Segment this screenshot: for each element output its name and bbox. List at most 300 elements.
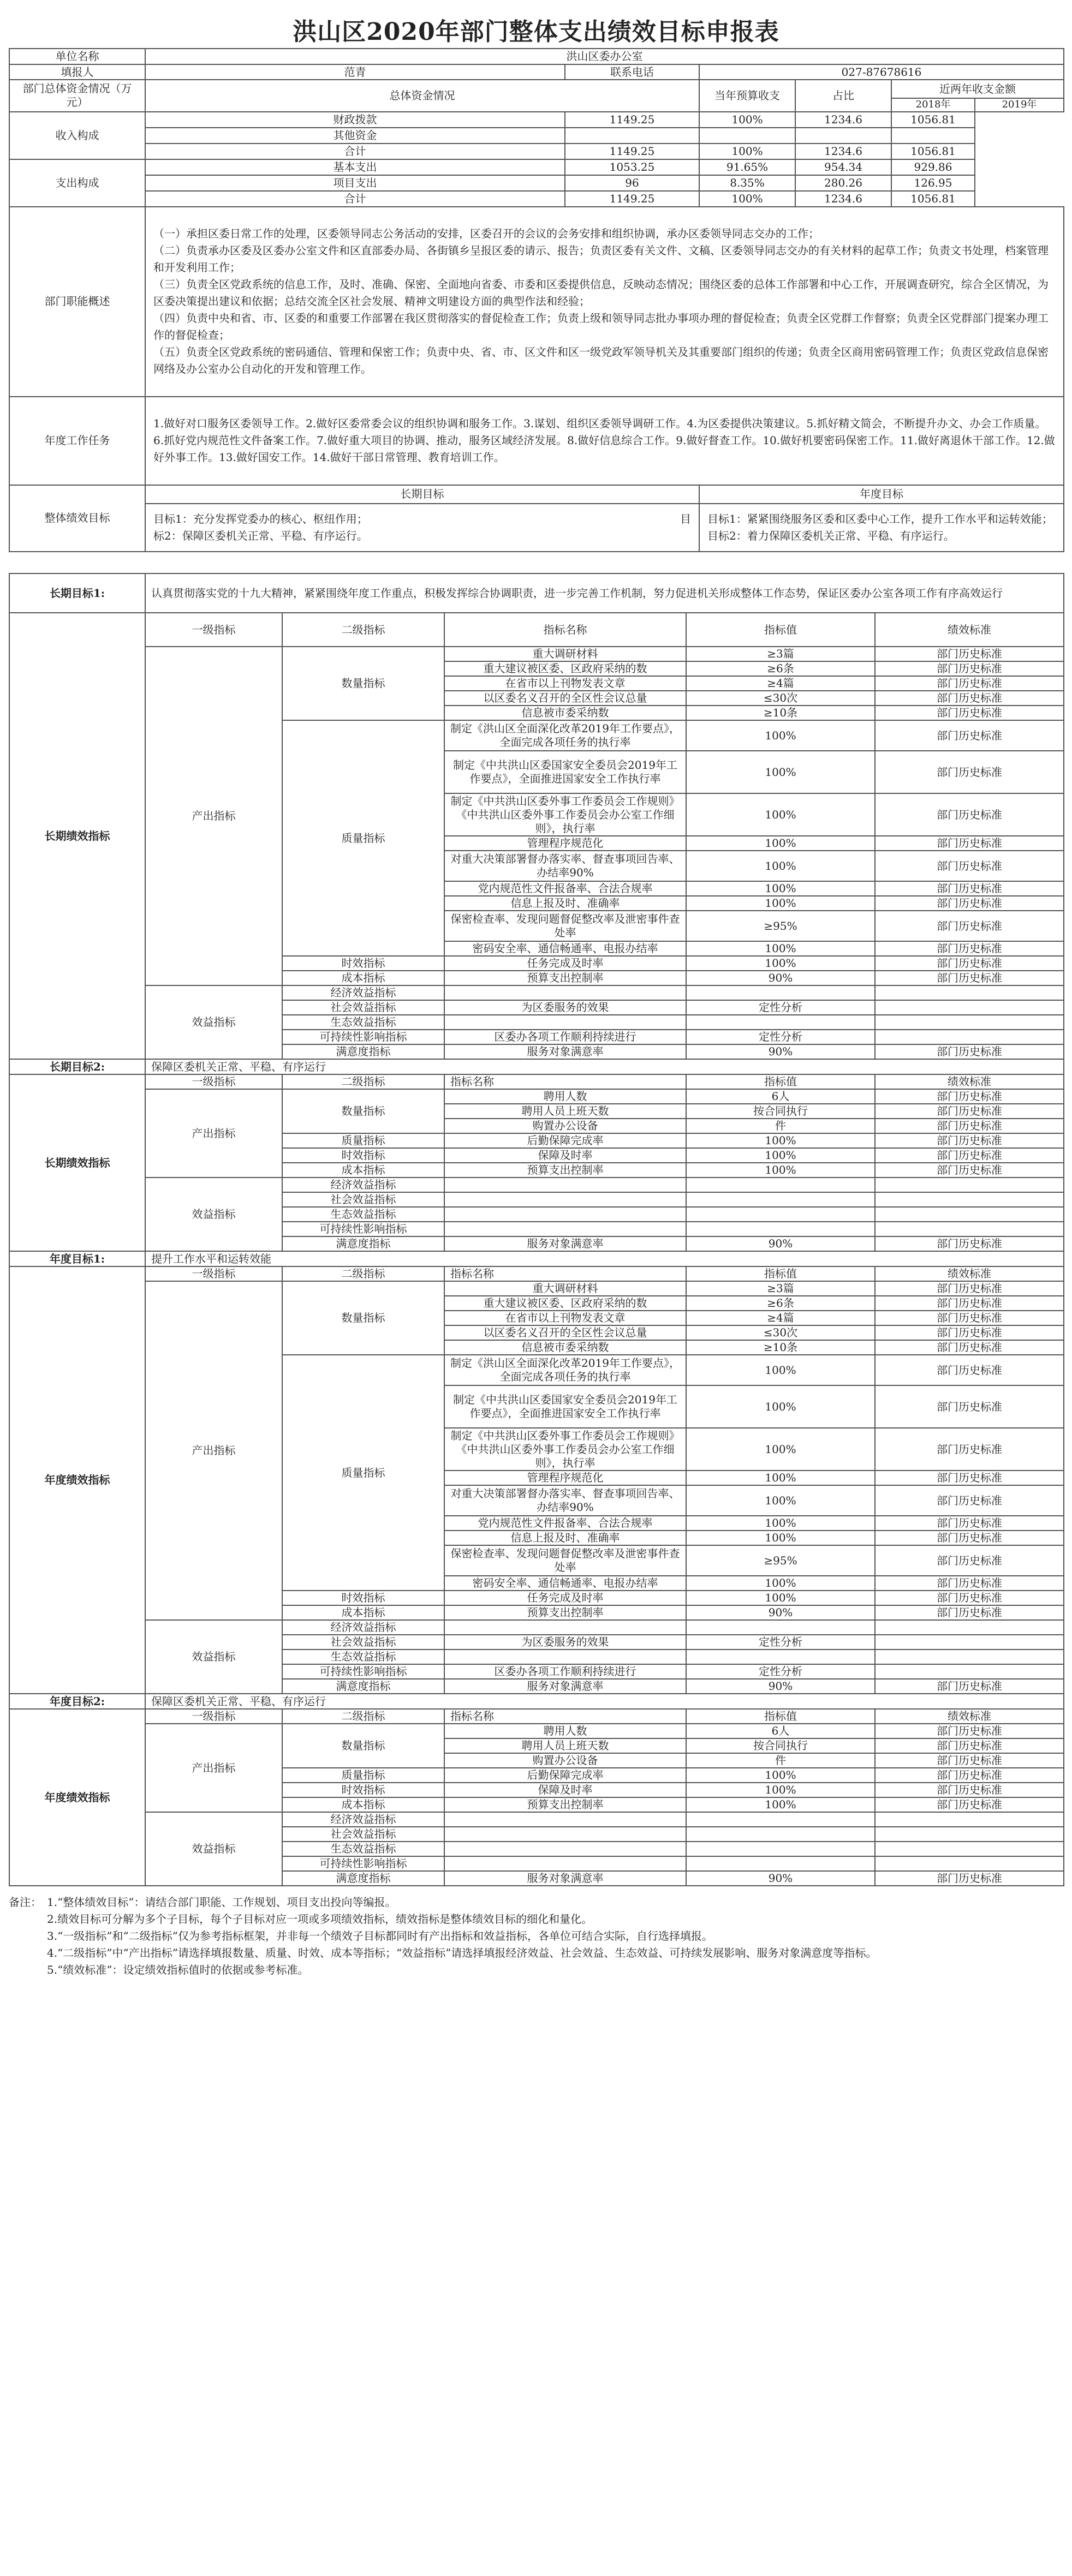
indicator-std: 部门历史标准	[875, 793, 1064, 836]
funds-row	[9, 112, 1064, 128]
indicator-std	[875, 1827, 1064, 1842]
lvl2-cell: 生态效益指标	[282, 1842, 444, 1856]
indicator-std: 部门历史标准	[875, 1471, 1064, 1485]
indicator-value: 100%	[686, 1797, 875, 1812]
header-lvl1: 一级指标	[145, 1074, 282, 1089]
indicator-std	[875, 1178, 1064, 1192]
header-lvl1: 一级指标	[145, 1266, 282, 1281]
indicator-name: 聘用人数	[444, 1089, 686, 1104]
indicator-std: 部门历史标准	[875, 1133, 1064, 1148]
indicator-name: 信息被市委采纳数	[444, 1340, 686, 1355]
indicator-name	[444, 1015, 686, 1030]
annual-goal-header: 年度目标	[699, 485, 1064, 504]
lvl1-cell: 产出指标	[145, 647, 282, 985]
indicator-std: 部门历史标准	[875, 1104, 1064, 1119]
income-label: 收入构成	[9, 112, 145, 159]
header-lvl2: 二级指标	[282, 1266, 444, 1281]
funds-2018: 280.26	[795, 175, 891, 191]
indicator-name: 管理程序规范化	[444, 836, 686, 851]
indicator-std	[875, 1222, 1064, 1236]
indicator-value: 100%	[686, 1516, 875, 1531]
lvl2-cell: 时效指标	[282, 1148, 444, 1163]
indicator-value: 100%	[686, 1576, 875, 1591]
funds-2018	[795, 128, 891, 144]
goal-row	[9, 573, 1064, 613]
indicator-std: 部门历史标准	[875, 676, 1064, 691]
col-2018: 2018年	[891, 98, 975, 112]
indicator-value: 100%	[686, 1768, 875, 1783]
indicator-name: 保障及时率	[444, 1148, 686, 1163]
indicator-name: 服务对象满意率	[444, 1236, 686, 1251]
indicator-name: 区委办各项工作顺利持续进行	[444, 1030, 686, 1044]
indicator-name	[444, 1812, 686, 1827]
funds-2019: 1056.81	[891, 191, 975, 207]
annual-goal-text: 目标1：紧紧围绕服务区委和区委中心工作，提升工作水平和运转效能； 目标2：着力保障区委机关正常、平稳、有序运行。	[699, 504, 1064, 552]
funds-budget: 1149.25	[565, 191, 699, 207]
funds-item-name: 财政拨款	[145, 112, 565, 128]
indicator-value: ≥10条	[686, 1340, 875, 1355]
function-line: （二）负责承办区委及区委办公室文件和区直部委办局、各街镇乡呈报区委的请示、报告；负责区委有关文件、文稿、区委领导同志交办的有关材料的起草工作；负责文书处理，档案管理和开发利用工作；	[153, 244, 1049, 274]
indicator-name: 服务对象满意率	[444, 1044, 686, 1059]
header-name: 指标名称	[444, 1266, 686, 1281]
funds-item-name: 基本支出	[145, 159, 565, 175]
indicator-name: 区委办各项工作顺利持续进行	[444, 1664, 686, 1679]
lvl2-cell: 经济效益指标	[282, 985, 444, 1000]
indicator-value	[686, 1812, 875, 1827]
header-std: 绩效标准	[875, 1074, 1064, 1089]
indicator-value: 100%	[686, 1591, 875, 1605]
indicator-name: 后勤保障完成率	[444, 1768, 686, 1783]
tasks-text: 1.做好对口服务区委领导工作。2.做好区委常委会议的组织协调和服务工作。3.谋划、组织区委领导调研工作。4.为区委提供决策建议。5.抓好精文简会，不断提升办文、办会工作质量。6.抓好党内规范性文件备案工作。7.做好重大项目的协调、推动，服务区域经济发展。8.做好信息综合工作。9.做好督查工作。10.做好机要密码保密工作。11.做好离退休干部工作。12.做好外事工作。13.做好国安工作。14.做好干部日常管理、教育培训工作。	[145, 397, 1064, 485]
function-line: （五）负责全区党政系统的密码通信、管理和保密工作；负责中央、省、市、区文件和区一级党政军领导机关及其重要部门组织的传递；负责全区商用密码管理工作；负责区党政信息保密网络及办公室办公自动化的开发和管理工作。	[153, 345, 1049, 375]
funds-2018: 954.34	[795, 159, 891, 175]
lvl2-cell: 生态效益指标	[282, 1649, 444, 1664]
goal-label: 年度目标2:	[9, 1694, 145, 1709]
lvl2-cell: 质量指标	[282, 1768, 444, 1783]
long-goal-header: 长期目标	[145, 485, 699, 504]
indicator-std: 部门历史标准	[875, 1281, 1064, 1296]
overall-goals-label: 整体绩效目标	[9, 485, 145, 552]
indicator-std: 部门历史标准	[875, 836, 1064, 851]
indicator-row	[9, 1178, 1064, 1192]
indicator-value: 90%	[686, 1605, 875, 1620]
indicator-std	[875, 1812, 1064, 1827]
indicator-name	[444, 1222, 686, 1236]
header-std: 绩效标准	[875, 1709, 1064, 1724]
indicator-header-row	[9, 1266, 1064, 1281]
function-line: （四）负责中央和省、市、区委的和重要工作部署在我区贯彻落实的督促检查工作；负责上级和领导同志批办事项办理的督促检查；负责全区党群工作督察；负责全区党群部门提案办理工作的督促检查；	[153, 312, 1049, 342]
funds-2018: 1234.6	[795, 191, 891, 207]
lvl2-cell: 满意度指标	[282, 1679, 444, 1694]
indicator-std	[875, 1620, 1064, 1635]
indicator-std	[875, 1015, 1064, 1030]
indicator-name: 重大建议被区委、区政府采纳的数	[444, 661, 686, 676]
goal-label: 长期目标2:	[9, 1059, 145, 1074]
indicator-name: 重大调研材料	[444, 1281, 686, 1296]
funds-2018: 1234.6	[795, 112, 891, 128]
indicator-std: 部门历史标准	[875, 1296, 1064, 1311]
goal-row	[9, 1059, 1064, 1074]
indicator-row	[9, 1812, 1064, 1827]
indicator-name	[444, 985, 686, 1000]
lvl2-cell: 社会效益指标	[282, 1827, 444, 1842]
lvl2-cell: 数量指标	[282, 1281, 444, 1355]
indicator-name: 制定《中共洪山区委国家安全委员会2019年工作要点》，全面推进国家安全工作执行率	[444, 1385, 686, 1428]
indicator-name	[444, 1178, 686, 1192]
funds-item-name: 其他资金	[145, 128, 565, 144]
indicator-value	[686, 1015, 875, 1030]
lvl1-cell: 效益指标	[145, 1812, 282, 1886]
indicator-name: 制定《洪山区全面深化改革2019年工作要点》，全面完成各项任务的执行率	[444, 1355, 686, 1385]
lvl2-cell: 满意度指标	[282, 1044, 444, 1059]
lvl2-cell: 经济效益指标	[282, 1812, 444, 1827]
lvl2-cell: 成本指标	[282, 1797, 444, 1812]
indicator-std: 部门历史标准	[875, 1724, 1064, 1738]
indicator-name: 重大建议被区委、区政府采纳的数	[444, 1296, 686, 1311]
indicator-value	[686, 1207, 875, 1222]
goal-text: 保障区委机关正常、平稳、有序运行	[145, 1694, 1064, 1709]
funds-2019: 929.86	[891, 159, 975, 175]
indicator-name: 对重大决策部署督办落实率、督查事项回告率、办结率90%	[444, 1485, 686, 1516]
indicator-std	[875, 1207, 1064, 1222]
indicator-value: 90%	[686, 1679, 875, 1694]
lvl2-cell: 成本指标	[282, 1163, 444, 1178]
indicator-name: 任务完成及时率	[444, 956, 686, 971]
indicator-value: 按合同执行	[686, 1738, 875, 1753]
indicator-std: 部门历史标准	[875, 691, 1064, 706]
funds-2019: 126.95	[891, 175, 975, 191]
lvl2-cell: 经济效益指标	[282, 1620, 444, 1635]
indicator-value: 100%	[686, 793, 875, 836]
indicator-std	[875, 1856, 1064, 1871]
indicator-value: ≥4篇	[686, 676, 875, 691]
section-side-label: 年度绩效指标	[9, 1266, 145, 1694]
indicator-row	[9, 1281, 1064, 1296]
indicator-value: 100%	[686, 1471, 875, 1485]
indicator-value	[686, 985, 875, 1000]
indicator-name: 以区委名义召开的全区性会议总量	[444, 1325, 686, 1340]
note-line: 3.“一级指标”和“二级指标”仅为参考指标框架，并非每一个绩效子目标都同时有产出指标和效益指标，各单位可结合实际，自行选择填报。	[47, 1929, 713, 1943]
funds-ratio: 100%	[699, 191, 795, 207]
header-table	[9, 48, 1064, 552]
indicator-std: 部门历史标准	[875, 1119, 1064, 1133]
indicator-value: 90%	[686, 1044, 875, 1059]
indicator-std	[875, 1000, 1064, 1015]
indicator-value: 90%	[686, 1236, 875, 1251]
indicator-value: 100%	[686, 1485, 875, 1516]
indicator-table	[9, 573, 1064, 1886]
lvl2-cell: 经济效益指标	[282, 1178, 444, 1192]
lvl2-cell: 质量指标	[282, 720, 444, 956]
funds-row	[9, 144, 1064, 159]
lvl1-cell: 效益指标	[145, 985, 282, 1059]
lvl2-cell: 质量指标	[282, 1355, 444, 1591]
indicator-std: 部门历史标准	[875, 647, 1064, 661]
indicator-value: 100%	[686, 896, 875, 911]
indicator-name: 密码安全率、通信畅通率、电报办结率	[444, 1576, 686, 1591]
lvl2-cell: 质量指标	[282, 1133, 444, 1148]
notes	[9, 1894, 1063, 1979]
indicator-name: 保密检查率、发现问题督促整改率及泄密事件查处率	[444, 1545, 686, 1576]
function-line: （三）负责全区党政系统的信息工作，及时、准确、保密、全面地向省委、市委和区委提供信息，反映动态情况；围绕区委的总体工作部署和中心工作，开展调查研究，综合全区情况，为区委决策提出建议和依据；总结交流全区社会发展、精神文明建设方面的典型作法和经验；	[153, 278, 1049, 308]
indicator-std: 部门历史标准	[875, 1089, 1064, 1104]
indicator-name: 保密检查率、发现问题督促整改率及泄密事件查处率	[444, 911, 686, 941]
indicator-std: 部门历史标准	[875, 1545, 1064, 1576]
indicator-name	[444, 1827, 686, 1842]
filler-value: 范青	[145, 64, 565, 80]
indicator-name: 聘用人数	[444, 1724, 686, 1738]
note-line: 4.“二级指标”中“产出指标”请选择填报数量、质量、时效、成本等指标；“效益指标”请选择填报经济效益、社会效益、生态效益、可持续发展影响、服务对象满意度等指标。	[47, 1946, 877, 1959]
goal-label: 年度目标1:	[9, 1251, 145, 1266]
lvl2-cell: 可持续性影响指标	[282, 1664, 444, 1679]
indicator-value: 100%	[686, 941, 875, 956]
indicator-value: 100%	[686, 720, 875, 751]
indicator-std: 部门历史标准	[875, 896, 1064, 911]
indicator-value: ≥10条	[686, 706, 875, 720]
funds-row	[9, 175, 1064, 191]
indicator-name: 在省市以上刊物发表文章	[444, 676, 686, 691]
funds-2018: 1234.6	[795, 144, 891, 159]
expense-label: 支出构成	[9, 159, 145, 207]
tasks-label: 年度工作任务	[9, 397, 145, 485]
indicator-value: ≥3篇	[686, 1281, 875, 1296]
indicator-std: 部门历史标准	[875, 1044, 1064, 1059]
indicator-std: 部门历史标准	[875, 956, 1064, 971]
header-value: 指标值	[686, 613, 875, 647]
note-line: 5.“绩效标准”：设定绩效指标值时的依据或参考标准。	[47, 1963, 309, 1976]
indicator-name: 预算支出控制率	[444, 1797, 686, 1812]
indicator-std	[875, 985, 1064, 1000]
functions-label: 部门职能概述	[9, 207, 145, 397]
indicator-value	[686, 1856, 875, 1871]
indicator-std: 部门历史标准	[875, 1679, 1064, 1694]
indicator-std: 部门历史标准	[875, 1428, 1064, 1471]
funds-2019: 1056.81	[891, 112, 975, 128]
indicator-name	[444, 1192, 686, 1207]
lvl2-cell: 数量指标	[282, 647, 444, 720]
lvl2-cell: 时效指标	[282, 1591, 444, 1605]
funds-2019: 1056.81	[891, 144, 975, 159]
indicator-name	[444, 1842, 686, 1856]
indicator-name: 为区委服务的效果	[444, 1635, 686, 1649]
indicator-name: 任务完成及时率	[444, 1591, 686, 1605]
indicator-name: 信息上报及时、准确率	[444, 1531, 686, 1545]
indicator-name: 预算支出控制率	[444, 1605, 686, 1620]
indicator-name: 密码安全率、通信畅通率、电报办结率	[444, 941, 686, 956]
section-side-label: 长期绩效指标	[9, 613, 145, 1059]
indicator-value: 100%	[686, 851, 875, 881]
indicator-name: 管理程序规范化	[444, 1471, 686, 1485]
header-lvl1: 一级指标	[145, 613, 282, 647]
indicator-name: 制定《中共洪山区委外事工作委员会工作规则》《中共洪山区委外事工作委员会办公室工作细则》，执行率	[444, 793, 686, 836]
indicator-std: 部门历史标准	[875, 1753, 1064, 1768]
indicator-name: 信息上报及时、准确率	[444, 896, 686, 911]
lvl1-cell: 产出指标	[145, 1089, 282, 1178]
indicator-value: ≥6条	[686, 661, 875, 676]
funds-ratio: 100%	[699, 144, 795, 159]
lvl2-cell: 满意度指标	[282, 1871, 444, 1886]
lvl2-cell: 可持续性影响指标	[282, 1030, 444, 1044]
indicator-std: 部门历史标准	[875, 1768, 1064, 1783]
indicator-row	[9, 1620, 1064, 1635]
indicator-value	[686, 1222, 875, 1236]
funds-budget: 1149.25	[565, 144, 699, 159]
indicator-name: 以区委名义召开的全区性会议总量	[444, 691, 686, 706]
indicator-std: 部门历史标准	[875, 911, 1064, 941]
indicator-std: 部门历史标准	[875, 1576, 1064, 1591]
funds-budget: 1053.25	[565, 159, 699, 175]
indicator-std: 部门历史标准	[875, 1163, 1064, 1178]
indicator-value: 100%	[686, 751, 875, 793]
indicator-value: ≤30次	[686, 1325, 875, 1340]
lvl2-cell: 时效指标	[282, 956, 444, 971]
indicator-std: 部门历史标准	[875, 1871, 1064, 1886]
long-goal-text: 目标1：充分发挥党委办的核心、枢纽作用； 目 标2：保障区委机关正常、平稳、有序运行。	[145, 504, 699, 552]
indicator-std: 部门历史标准	[875, 1355, 1064, 1385]
function-line: （一）承担区委日常工作的处理，区委领导同志公务活动的安排，区委召开的会议的会务安排和组织协调，承办区委领导同志交办的工作；	[153, 227, 819, 240]
col-recent: 近两年收支金额	[891, 80, 1064, 98]
indicator-value: 件	[686, 1119, 875, 1133]
indicator-value: 按合同执行	[686, 1104, 875, 1119]
indicator-std: 部门历史标准	[875, 1516, 1064, 1531]
header-std: 绩效标准	[875, 613, 1064, 647]
goal-row	[9, 1694, 1064, 1709]
indicator-value: ≥4篇	[686, 1311, 875, 1325]
col-ratio: 占比	[795, 80, 891, 112]
indicator-value	[686, 1192, 875, 1207]
lvl1-cell: 效益指标	[145, 1178, 282, 1251]
lvl2-cell: 生态效益指标	[282, 1207, 444, 1222]
indicator-std	[875, 1635, 1064, 1649]
indicator-name: 信息被市委采纳数	[444, 706, 686, 720]
indicator-value: 100%	[686, 836, 875, 851]
indicator-name: 服务对象满意率	[444, 1871, 686, 1886]
funds-item-name: 项目支出	[145, 175, 565, 191]
funds-row	[9, 159, 1064, 175]
indicator-name	[444, 1856, 686, 1871]
header-lvl2: 二级指标	[282, 1709, 444, 1724]
indicator-name: 后勤保障完成率	[444, 1133, 686, 1148]
indicator-std: 部门历史标准	[875, 706, 1064, 720]
funds-ratio: 100%	[699, 112, 795, 128]
funds-2019	[891, 128, 975, 144]
header-name: 指标名称	[444, 613, 686, 647]
indicator-header-row	[9, 1709, 1064, 1724]
indicator-name: 预算支出控制率	[444, 971, 686, 985]
funds-section-label: 部门总体资金情况（万元）	[9, 80, 145, 112]
funds-overview-label: 总体资金情况	[145, 80, 699, 112]
indicator-row	[9, 1724, 1064, 1738]
indicator-value: 定性分析	[686, 1030, 875, 1044]
lvl2-cell: 社会效益指标	[282, 1635, 444, 1649]
indicator-row	[9, 647, 1064, 661]
indicator-std	[875, 1030, 1064, 1044]
header-value: 指标值	[686, 1074, 875, 1089]
indicator-value: ≤30次	[686, 691, 875, 706]
indicator-name: 保障及时率	[444, 1783, 686, 1797]
indicator-value: 100%	[686, 1133, 875, 1148]
lvl1-cell: 产出指标	[145, 1724, 282, 1812]
lvl2-cell: 满意度指标	[282, 1236, 444, 1251]
funds-ratio: 8.35%	[699, 175, 795, 191]
indicator-std: 部门历史标准	[875, 1311, 1064, 1325]
indicator-value: 定性分析	[686, 1000, 875, 1015]
header-value: 指标值	[686, 1709, 875, 1724]
indicator-row	[9, 985, 1064, 1000]
indicator-std: 部门历史标准	[875, 1605, 1064, 1620]
goal-row	[9, 1251, 1064, 1266]
phone-label: 联系电话	[565, 64, 699, 80]
indicator-std	[875, 1649, 1064, 1664]
indicator-value: 100%	[686, 1355, 875, 1385]
indicator-value	[686, 1827, 875, 1842]
funds-item-name: 合计	[145, 144, 565, 159]
indicator-value	[686, 1178, 875, 1192]
indicator-name	[444, 1207, 686, 1222]
section-side-label: 长期绩效指标	[9, 1074, 145, 1251]
indicator-value: 100%	[686, 1531, 875, 1545]
indicator-value: ≥95%	[686, 911, 875, 941]
indicator-value: 100%	[686, 1783, 875, 1797]
goal-text: 保障区委机关正常、平稳、有序运行	[145, 1059, 1064, 1074]
indicator-header-row	[9, 613, 1064, 647]
indicator-std: 部门历史标准	[875, 1340, 1064, 1355]
lvl2-cell: 数量指标	[282, 1724, 444, 1768]
indicator-value: 件	[686, 1753, 875, 1768]
funds-ratio: 91.65%	[699, 159, 795, 175]
indicator-value: ≥95%	[686, 1545, 875, 1576]
indicator-name: 服务对象满意率	[444, 1679, 686, 1694]
indicator-std: 部门历史标准	[875, 1783, 1064, 1797]
indicator-std: 部门历史标准	[875, 720, 1064, 751]
indicator-value: 定性分析	[686, 1635, 875, 1649]
indicator-name: 购置办公设备	[444, 1753, 686, 1768]
lvl2-cell: 社会效益指标	[282, 1192, 444, 1207]
indicator-std	[875, 1842, 1064, 1856]
indicator-std: 部门历史标准	[875, 661, 1064, 676]
indicator-value	[686, 1620, 875, 1635]
indicator-name: 党内规范性文件报备率、合法合规率	[444, 1516, 686, 1531]
indicator-std: 部门历史标准	[875, 1148, 1064, 1163]
page-title: 洪山区2020年部门整体支出绩效目标申报表	[293, 18, 779, 46]
lvl2-cell: 成本指标	[282, 1605, 444, 1620]
col-2019: 2019年	[975, 98, 1064, 112]
indicator-name: 制定《中共洪山区委外事工作委员会工作规则》《中共洪山区委外事工作委员会办公室工作细则》，执行率	[444, 1428, 686, 1471]
indicator-name	[444, 1620, 686, 1635]
indicator-std	[875, 1664, 1064, 1679]
phone-value: 027-87678616	[699, 64, 1064, 80]
unit-label: 单位名称	[9, 49, 145, 64]
header-std: 绩效标准	[875, 1266, 1064, 1281]
unit-value: 洪山区委办公室	[145, 49, 1064, 64]
section-side-label: 年度绩效指标	[9, 1709, 145, 1886]
indicator-std: 部门历史标准	[875, 851, 1064, 881]
functions-text	[145, 207, 1064, 397]
goal-label: 长期目标1:	[9, 573, 145, 613]
header-lvl2: 二级指标	[282, 613, 444, 647]
lvl2-cell: 生态效益指标	[282, 1015, 444, 1030]
indicator-value: 100%	[686, 1148, 875, 1163]
lvl2-cell: 数量指标	[282, 1089, 444, 1133]
lvl2-cell: 社会效益指标	[282, 1000, 444, 1015]
funds-ratio	[699, 128, 795, 144]
indicator-std: 部门历史标准	[875, 1531, 1064, 1545]
col-budget: 当年预算收支	[699, 80, 795, 112]
indicator-name: 预算支出控制率	[444, 1163, 686, 1178]
indicator-std: 部门历史标准	[875, 1591, 1064, 1605]
indicator-std: 部门历史标准	[875, 941, 1064, 956]
lvl2-cell: 成本指标	[282, 971, 444, 985]
